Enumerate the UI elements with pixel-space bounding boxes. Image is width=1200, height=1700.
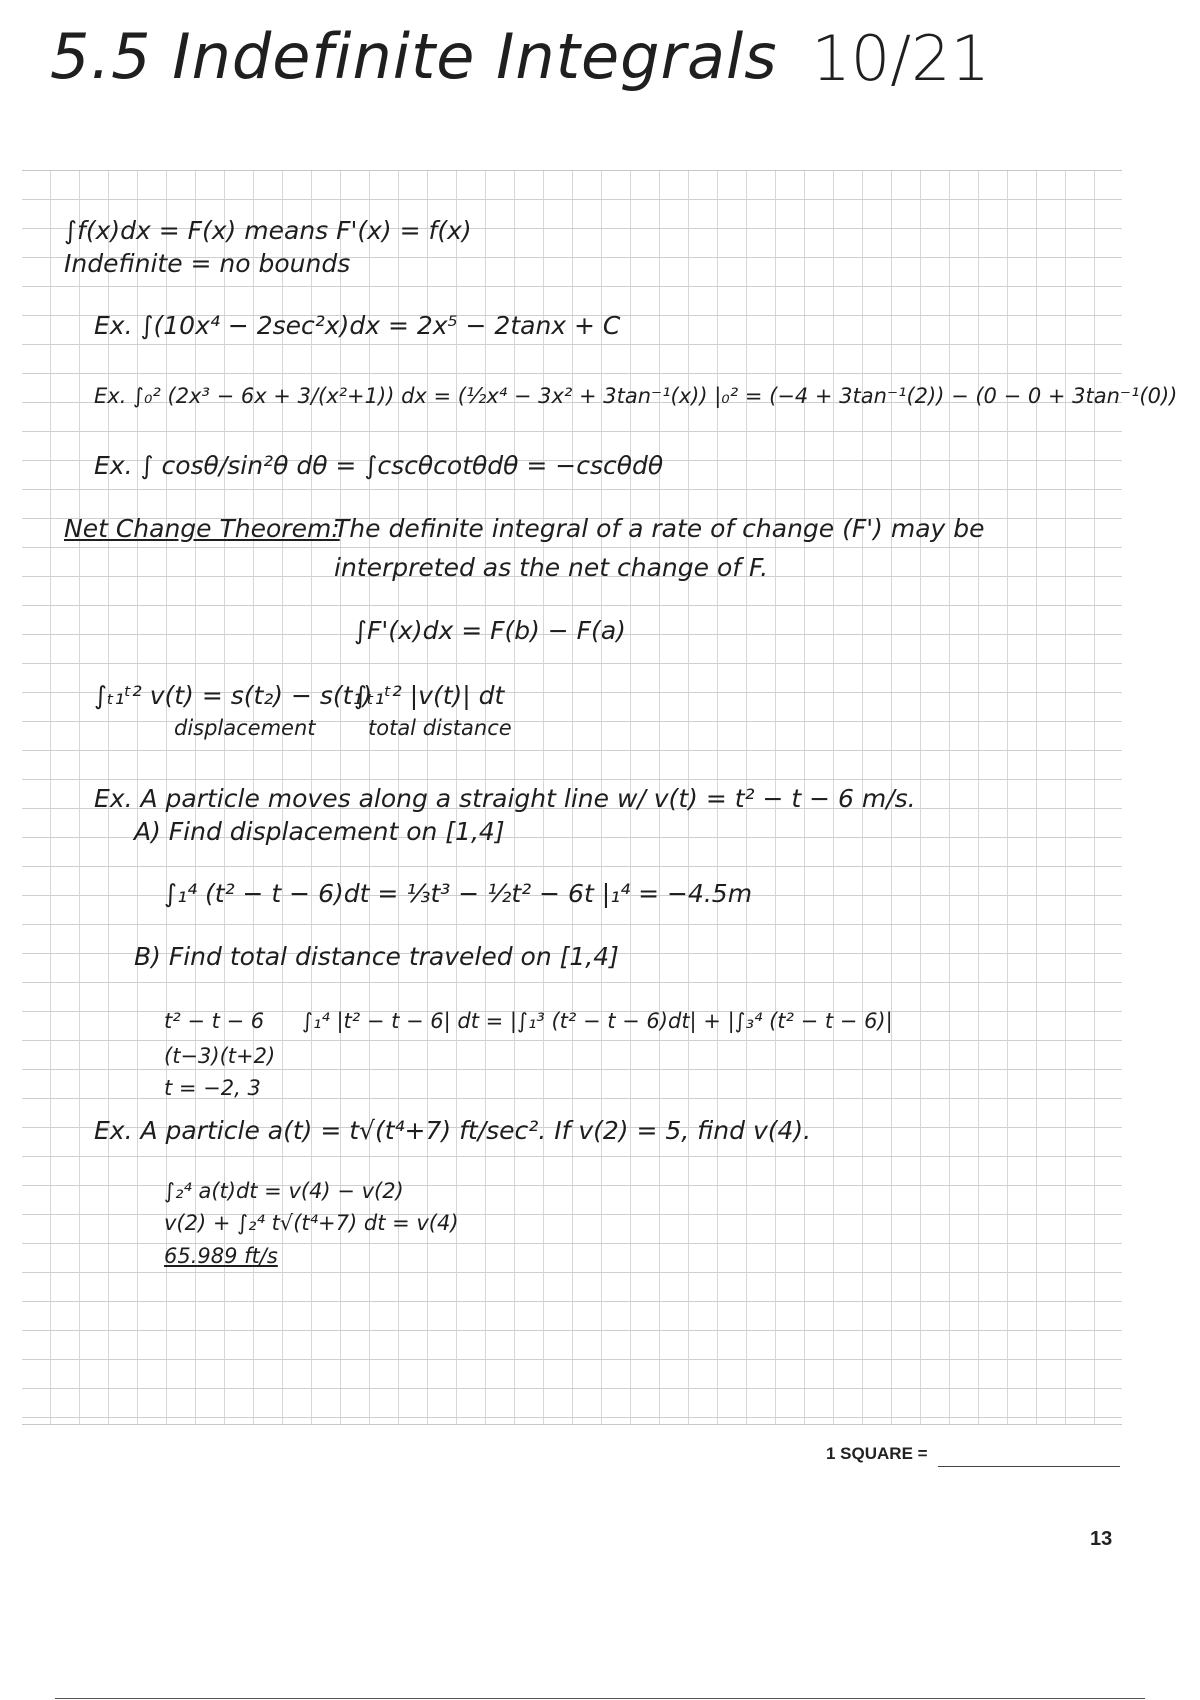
graph-paper-grid [22, 170, 1178, 1425]
example-4: Ex. A particle moves along a straight line w/ v(t) = t² − t − 6 m/s. [94, 784, 916, 813]
example-4-part-b-expression: t² − t − 6 [164, 1009, 265, 1033]
total-distance-label: total distance [368, 716, 512, 740]
net-change-formula: ∫F'(x)dx = F(b) − F(a) [354, 616, 626, 645]
displacement-formula: ∫ₜ₁ᵗ² v(t) = s(t₂) − s(t₁) [94, 681, 373, 710]
bottom-rule [55, 1698, 1145, 1699]
net-change-theorem-text-1: The definite integral of a rate of change (F') may be [334, 514, 985, 543]
example-5-answer: 65.989 ft/s [164, 1244, 278, 1268]
definition-line: ∫f(x)dx = F(x) means F'(x) = f(x) [64, 216, 472, 245]
example-5-step-1: ∫₂⁴ a(t)dt = v(4) − v(2) [164, 1179, 404, 1203]
example-3: Ex. ∫ cosθ/sin²θ dθ = ∫cscθcotθdθ = −cscθdθ [94, 451, 664, 480]
example-4-part-b-roots: t = −2, 3 [164, 1076, 261, 1100]
example-5: Ex. A particle a(t) = t√(t⁴+7) ft/sec². If v(2) = 5, find v(4). [94, 1116, 812, 1145]
scale-label: 1 SQUARE = [826, 1444, 928, 1463]
net-change-theorem-title: Net Change Theorem: [64, 514, 340, 543]
example-4-part-a: A) Find displacement on [1,4] [134, 817, 505, 846]
scale-blank-line [938, 1466, 1120, 1467]
example-2: Ex. ∫₀² (2x³ − 6x + 3/(x²+1)) dx = (½x⁴ − 3x² + 3tan⁻¹(x)) |₀² = (−4 + 3tan⁻¹(2)) − (0 − 0 + 3tan⁻¹(0)) [94, 384, 1178, 408]
page-number: 13 [1090, 1528, 1113, 1550]
page-date: 10/21 [811, 22, 990, 95]
example-4-part-a-work: ∫₁⁴ (t² − t − 6)dt = ⅓t³ − ½t² − 6t |₁⁴ = −4.5m [164, 879, 753, 908]
displacement-label: displacement [174, 716, 316, 740]
example-4-part-b-factor: (t−3)(t+2) [164, 1044, 276, 1068]
example-4-part-b: B) Find total distance traveled on [1,4] [134, 942, 619, 971]
total-distance-formula: ∫ₜ₁ᵗ² |v(t)| dt [354, 681, 505, 710]
indefinite-definition: Indefinite = no bounds [64, 249, 351, 278]
example-1: Ex. ∫(10x⁴ − 2sec²x)dx = 2x⁵ − 2tanx + C [94, 311, 621, 340]
net-change-theorem-text-2: interpreted as the net change of F. [334, 553, 769, 582]
example-4-part-b-work: ∫₁⁴ |t² − t − 6| dt = |∫₁³ (t² − t − 6)dt| + |∫₃⁴ (t² − t − 6)| [302, 1009, 893, 1033]
example-5-step-2: v(2) + ∫₂⁴ t√(t⁴+7) dt = v(4) [164, 1211, 459, 1235]
page-title: 5.5 Indefinite Integrals [50, 20, 778, 93]
